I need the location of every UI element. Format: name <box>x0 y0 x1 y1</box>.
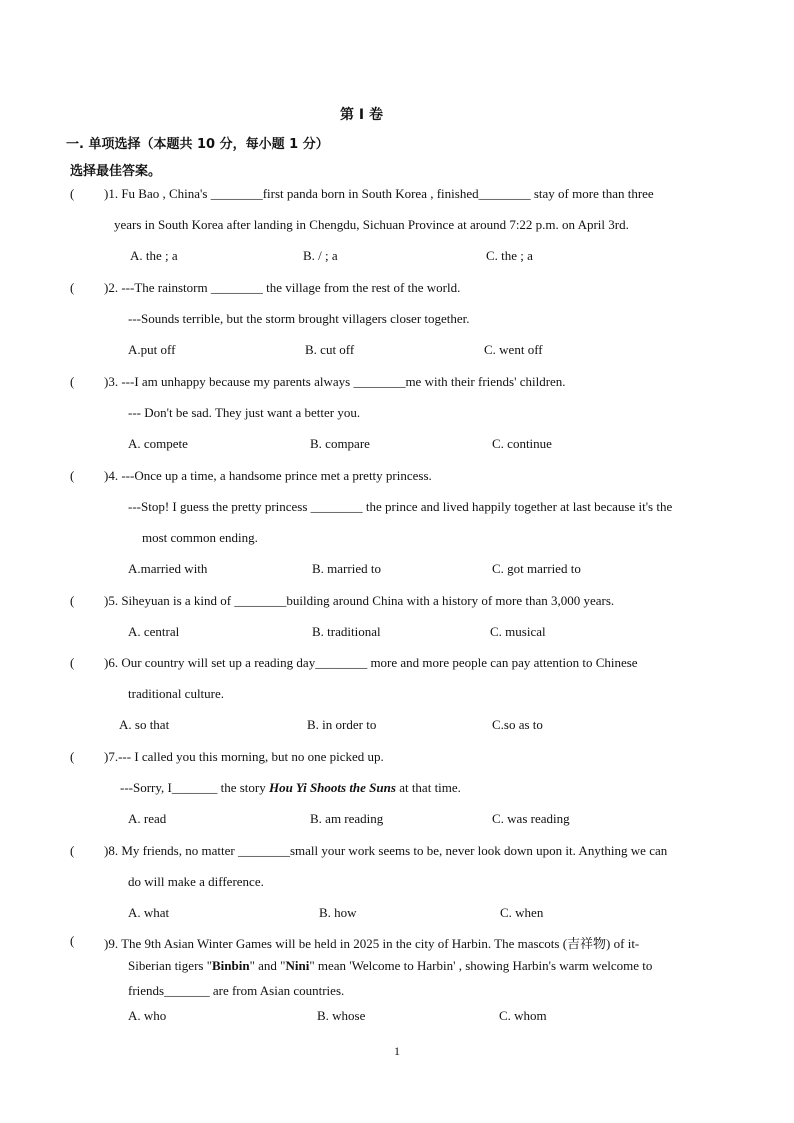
option-c: C. whom <box>499 1008 547 1023</box>
question-line: )3. ---I am unhappy because my parents always ________me with their friends' children. <box>104 374 566 389</box>
question-line: )2. ---The rainstorm ________ the village from the rest of the world. <box>104 280 461 295</box>
option-a: A. so that <box>119 717 170 732</box>
answer-paren: ( <box>70 655 75 670</box>
mascot-name: Binbin <box>212 958 250 973</box>
question-line <box>120 780 461 796</box>
option-c: C. continue <box>492 436 552 451</box>
question-line <box>128 958 652 974</box>
option-a: A. central <box>128 624 180 639</box>
question-line: )6. Our country will set up a reading day________ more and more people can pay attention to Chinese <box>104 655 638 670</box>
option-b: B. how <box>319 905 357 920</box>
answer-paren: ( <box>70 374 75 389</box>
option-b: B. traditional <box>312 624 381 639</box>
question-text: ---Sorry, I_______ the story <box>120 780 266 795</box>
answer-paren: ( <box>70 186 75 201</box>
section-instruction: 选择最佳答案。 <box>70 164 162 179</box>
question-line: )7.--- I called you this morning, but no one picked up. <box>104 749 384 764</box>
option-c: C. when <box>500 905 544 920</box>
question-text: " and " <box>249 958 286 973</box>
option-c: C. went off <box>484 342 543 357</box>
question-line: ---Stop! I guess the pretty princess ________ the prince and lived happily together at last because it's the <box>128 499 673 514</box>
option-a: A.put off <box>128 342 176 357</box>
question-line: friends_______ are from Asian countries. <box>128 983 345 998</box>
question-line: most common ending. <box>142 530 258 545</box>
option-c: C. the ; a <box>486 248 533 263</box>
option-c: C. got married to <box>492 561 581 576</box>
option-b: B. compare <box>310 436 370 451</box>
question-line: traditional culture. <box>128 686 225 701</box>
answer-paren: ( <box>70 468 75 483</box>
question-line: )9. The 9th Asian Winter Games will be held in 2025 in the city of Harbin. The mascots (吉祥物) of it- <box>104 936 640 951</box>
answer-paren: ( <box>70 280 75 295</box>
option-b: B. in order to <box>307 717 377 732</box>
option-b: B. whose <box>317 1008 366 1023</box>
question-line: --- Don't be sad. They just want a better you. <box>128 405 361 420</box>
option-a: A. read <box>128 811 167 826</box>
answer-paren: ( <box>70 593 75 608</box>
question-line: )1. Fu Bao , China's ________first panda born in South Korea , finished________ stay of more than three <box>104 186 654 201</box>
option-a: A.married with <box>128 561 208 576</box>
page-number: 1 <box>394 1044 400 1058</box>
option-b: B. am reading <box>310 811 384 826</box>
option-c: C.so as to <box>492 717 543 732</box>
question-line: do will make a difference. <box>128 874 264 889</box>
question-text: at that time. <box>399 780 461 795</box>
answer-paren: ( <box>70 749 75 764</box>
question-line: ---Sounds terrible, but the storm brought villagers closer together. <box>128 311 470 326</box>
answer-paren: ( <box>70 933 75 948</box>
mascot-name: Nini <box>285 958 310 973</box>
option-a: A. compete <box>128 436 188 451</box>
section-title: 一. 单项选择（本题共 10 分，每小题 1 分） <box>66 137 329 152</box>
option-c: C. musical <box>490 624 546 639</box>
option-b: B. / ; a <box>303 248 338 263</box>
volume-title: 第 I 卷 <box>340 107 383 123</box>
question-line: years in South Korea after landing in Chengdu, Sichuan Province at around 7:22 p.m. on April 3rd. <box>114 217 629 232</box>
answer-paren: ( <box>70 843 75 858</box>
option-c: C. was reading <box>492 811 570 826</box>
option-a: A. the ; a <box>130 248 178 263</box>
question-line: )8. My friends, no matter ________small your work seems to be, never look down upon it. Anything we can <box>104 843 668 858</box>
option-b: B. cut off <box>305 342 355 357</box>
question-text: " mean 'Welcome to Harbin' , showing Harbin's warm welcome to <box>309 958 653 973</box>
question-line: )5. Siheyuan is a kind of ________building around China with a history of more than 3,000 years. <box>104 593 615 608</box>
question-text: Siberian tigers " <box>128 958 213 973</box>
question-line: )4. ---Once up a time, a handsome prince met a pretty princess. <box>104 468 432 483</box>
option-b: B. married to <box>312 561 381 576</box>
option-a: A. who <box>128 1008 167 1023</box>
story-title: Hou Yi Shoots the Suns <box>269 780 396 795</box>
option-a: A. what <box>128 905 170 920</box>
